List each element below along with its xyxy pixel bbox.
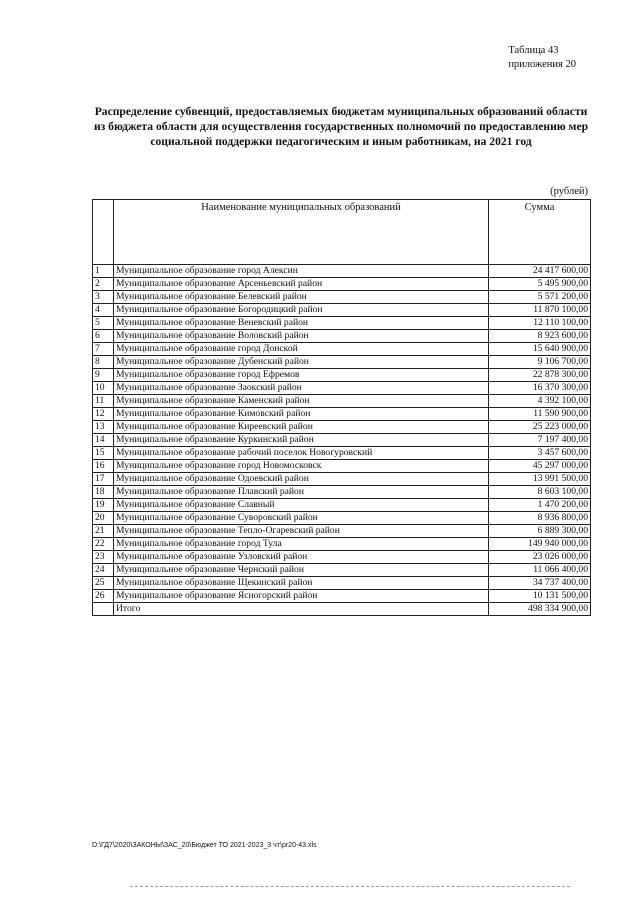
table-row [93,304,591,317]
municipality-name: Муниципальное образование Дубенский район [114,356,489,369]
row-number: 16 [93,460,114,473]
table-row [93,356,591,369]
table-header-row [93,200,591,265]
municipality-name: Муниципальное образование Узловский район [114,551,489,564]
amount-cell: 8 603 100,00 [489,486,591,499]
table-row [93,447,591,460]
municipality-name: Муниципальное образование Заокский район [114,382,489,395]
amount-cell: 23 026 000,00 [489,551,591,564]
total-amount: 498 334 900,00 [489,603,591,616]
table-row [93,499,591,512]
row-number: 5 [93,317,114,330]
amount-cell: 45 297 000,00 [489,460,591,473]
amount-cell: 6 889 300,00 [489,525,591,538]
table-row [93,473,591,486]
amount-cell: 5 571 200,00 [489,291,591,304]
table-row [93,291,591,304]
amount-cell: 15 640 900,00 [489,343,591,356]
amount-cell: 10 131 500,00 [489,590,591,603]
amount-cell: 1 470 200,00 [489,499,591,512]
row-number: 1 [93,265,114,278]
municipality-name: Муниципальное образование Ясногорский район [114,590,489,603]
table-row [93,369,591,382]
row-number: 4 [93,304,114,317]
amount-cell: 7 197 400,00 [489,434,591,447]
municipality-name: Муниципальное образование Куркинский район [114,434,489,447]
row-number: 23 [93,551,114,564]
row-number: 3 [93,291,114,304]
amount-cell: 11 066 400,00 [489,564,591,577]
amount-cell: 34 737 400,00 [489,577,591,590]
header-sum-cell: Сумма [489,200,591,265]
row-number: 20 [93,512,114,525]
row-number: 25 [93,577,114,590]
municipality-name: Муниципальное образование город Донской [114,343,489,356]
row-number: 10 [93,382,114,395]
appendix-number: приложения 20 [508,59,576,70]
table-row [93,317,591,330]
row-number: 6 [93,330,114,343]
row-number: 15 [93,447,114,460]
table-row [93,460,591,473]
table-row [93,330,591,343]
total-number-cell [93,603,114,616]
row-number: 11 [93,395,114,408]
amount-cell: 11 870 100,00 [489,304,591,317]
amount-cell: 9 106 700,00 [489,356,591,369]
table-row [93,434,591,447]
table-row [93,551,591,564]
municipality-name: Муниципальное образование Чернский район [114,564,489,577]
row-number: 7 [93,343,114,356]
municipality-name: Муниципальное образование город Алексин [114,265,489,278]
table-row [93,525,591,538]
table-number: Таблица 43 [508,45,559,56]
header-number-cell [93,200,114,265]
amount-cell: 3 457 600,00 [489,447,591,460]
row-number: 19 [93,499,114,512]
municipality-name: Муниципальное образование Кимовский район [114,408,489,421]
municipality-name: Муниципальное образование Щекинский район [114,577,489,590]
amount-cell: 4 392 100,00 [489,395,591,408]
amount-cell: 8 923 600,00 [489,330,591,343]
table-row [93,564,591,577]
amount-cell: 149 940 000,00 [489,538,591,551]
row-number: 26 [93,590,114,603]
row-number: 12 [93,408,114,421]
row-number: 14 [93,434,114,447]
amount-cell: 12 110 100,00 [489,317,591,330]
row-number: 21 [93,525,114,538]
row-number: 22 [93,538,114,551]
row-number: 17 [93,473,114,486]
municipality-name: Муниципальное образование город Тула [114,538,489,551]
table-row [93,421,591,434]
row-number: 2 [93,278,114,291]
municipality-name: Муниципальное образование Славный [114,499,489,512]
municipality-name: Муниципальное образование Плавский район [114,486,489,499]
header-name-cell: Наименование муниципальных образований [114,200,489,265]
municipality-name: Муниципальное образование Одоевский район [114,473,489,486]
municipality-name: Муниципальное образование Тепло-Огаревский район [114,525,489,538]
table-row [93,382,591,395]
municipality-name: Муниципальное образование Богородицкий район [114,304,489,317]
amount-cell: 25 223 000,00 [489,421,591,434]
amount-cell: 5 495 900,00 [489,278,591,291]
table-row [93,577,591,590]
total-row [93,603,591,616]
municipality-name: Муниципальное образование Киреевский район [114,421,489,434]
row-number: 18 [93,486,114,499]
table-body [93,265,591,616]
amount-cell: 24 417 600,00 [489,265,591,278]
table-row [93,395,591,408]
table-row [93,538,591,551]
distribution-table [92,199,591,616]
table-row [93,512,591,525]
document-title: Распределение субвенций, предоставляемых бюджетам муниципальных образований области из бюджета области для осуществления государственных полномочий по предоставлению мер социальной поддержки педагогическим и иным работникам, на 2021 год [93,105,589,148]
municipality-name: Муниципальное образование город Ефремов [114,369,489,382]
amount-cell: 16 370 300,00 [489,382,591,395]
municipality-name: Муниципальное образование рабочий поселок Новогуровский [114,447,489,460]
amount-cell: 11 590 900,00 [489,408,591,421]
amount-cell: 8 936 800,00 [489,512,591,525]
municipality-name: Муниципальное образование Арсеньевский район [114,278,489,291]
file-path: D:\ГД7\2020\ЗАКОНЫ\ЗАС_20\Бюджет ТО 2021-2023_3 чт\pr20-43.xls [92,842,317,849]
units-label: (рублей) [550,186,588,197]
table-row [93,343,591,356]
municipality-name: Муниципальное образование Воловский район [114,330,489,343]
bottom-divider [130,886,570,887]
row-number: 9 [93,369,114,382]
table-row [93,408,591,421]
municipality-name: Муниципальное образование город Новомосковск [114,460,489,473]
row-number: 24 [93,564,114,577]
municipality-name: Муниципальное образование Веневский район [114,317,489,330]
municipality-name: Муниципальное образование Каменский район [114,395,489,408]
total-label: Итого [114,603,489,616]
table-row [93,278,591,291]
row-number: 13 [93,421,114,434]
municipality-name: Муниципальное образование Белевский район [114,291,489,304]
row-number: 8 [93,356,114,369]
amount-cell: 22 878 300,00 [489,369,591,382]
table-row [93,265,591,278]
municipality-name: Муниципальное образование Суворовский район [114,512,489,525]
table-row [93,590,591,603]
table-reference [508,44,576,72]
table-row [93,486,591,499]
amount-cell: 13 991 500,00 [489,473,591,486]
